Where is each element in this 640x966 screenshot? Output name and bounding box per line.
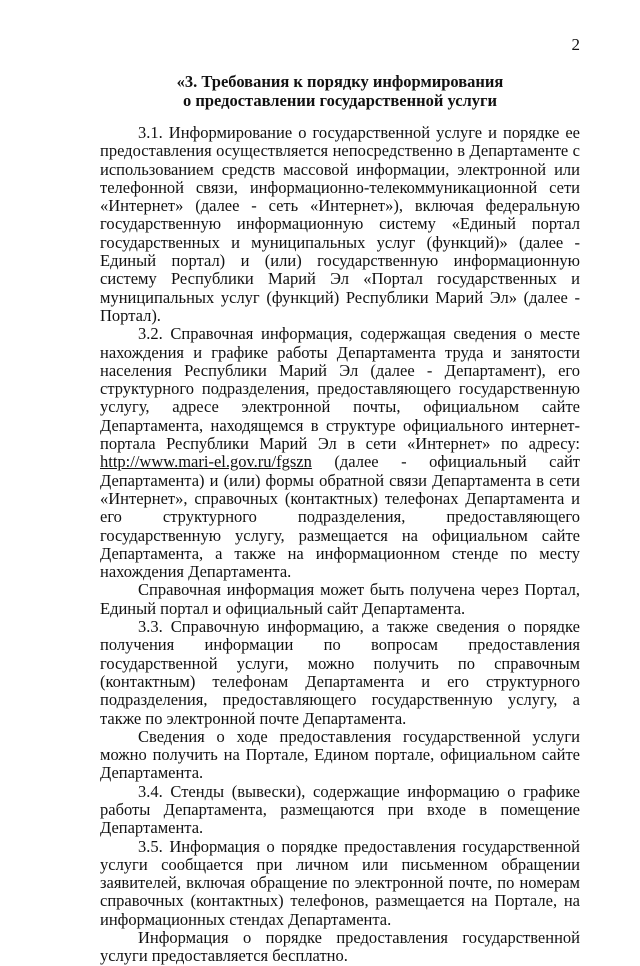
paragraph-3-4: 3.4. Стенды (вывески), содержащие информацию о графике работы Департамента, размещаются при входе в помещение Департамента.	[100, 781, 580, 838]
paragraph-3-2	[100, 325, 580, 581]
section-heading-line-1: «3. Требования к порядку информирования	[176, 72, 504, 91]
page-number: 2	[571, 35, 580, 54]
paragraph-3-2-text-before: 3.2. Справочная информация, содержащая сведения о месте нахождения и графике работы Департамента труда и занятости населения Республики Марий Эл (далее - Департамент), его структурного подразделения, предоставляющего государственную услугу, адресе электронной почты, официальном сайте Департамента, находящемся в структуре официального интернет-портала Республики Марий Эл в сети «Интернет» по адресу:	[100, 324, 580, 454]
document-body	[100, 124, 580, 966]
section-heading	[100, 72, 580, 110]
paragraph-reference-info: Справочная информация может быть получена через Портал, Единый портал и официальный сайт Департамента.	[100, 580, 580, 618]
section-heading-line-2: о предоставлении государственной услуги	[182, 91, 498, 110]
paragraph-progress-info: Сведения о ходе предоставления государственной услуги можно получить на Портале, Едином портале, официальном сайте Департамента.	[100, 726, 580, 783]
paragraph-3-1: 3.1. Информирование о государственной услуге и порядке ее предоставления осуществляется непосредственно в Департаменте с использованием средств массовой информации, электронной или телефонной связи, информационно-телекоммуникационной сети «Интернет» (далее - сеть «Интернет»), включая федеральную государственную информационную систему «Единый портал государственных и муниципальных услуг (функций)» (далее - Единый портал) и (или) государственную информационную систему Республики Марий Эл «Портал государственных и муниципальных услуг (функций) Республики Марий Эл» (далее - Портал).	[100, 123, 580, 325]
paragraph-free-of-charge: Информация о порядке предоставления государственной услуги предоставляется бесплатно.	[100, 928, 580, 966]
website-link[interactable]: http://www.mari-el.gov.ru/fgszn	[100, 452, 312, 472]
paragraph-3-3: 3.3. Справочную информацию, а также сведения о порядке получения информации по вопросам предоставления государственной услуги, можно получить по справочным (контактным) телефонам Департамента и его структурного подразделения, предоставляющего государственную услугу, а также по электронной почте Департамента.	[100, 617, 580, 728]
paragraph-3-2-text-after: (далее - официальный сайт Департамента) и (или) формы обратной связи Департамента в сети «Интернет», справочных (контактных) телефонах Департамента и его структурного подразделения, предоставляющего государственную услугу, размещается на официальном сайте Департамента, а также на информационном стенде по месту нахождения Департамента.	[100, 452, 580, 582]
paragraph-3-5: 3.5. Информация о порядке предоставления государственной услуги сообщается при личном или письменном обращении заявителей, включая обращение по электронной почте, по номерам справочных (контактных) телефонов, размещается на Портале, на информационных стендах Департамента.	[100, 836, 580, 929]
